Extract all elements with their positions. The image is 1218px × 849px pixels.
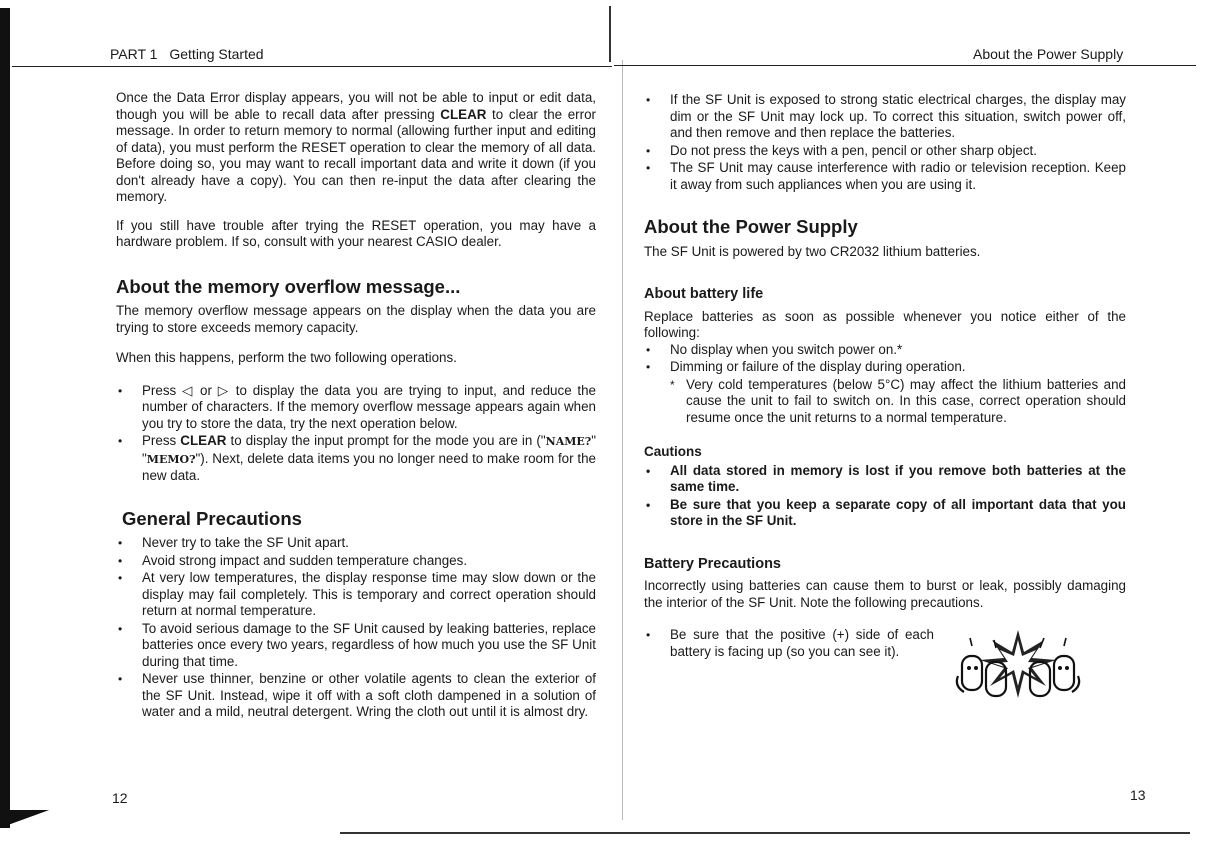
list-item: • If the SF Unit is exposed to strong static electrical charges, the display may dim or the SF Unit may lock up. To correct this situation, switch power off, and then remove and then replace the batteries. — [644, 92, 1126, 142]
intro-paragraph-2: If you still have trouble after trying the RESET operation, you may have a hardware problem. If so, consult with your nearest CASIO dealer. — [116, 217, 596, 249]
header-rule-left — [12, 66, 612, 67]
cautions-heading: Cautions — [644, 444, 702, 459]
battery-precautions-list — [644, 627, 934, 660]
overflow-paragraph-1: The memory overflow message appears on the display when the data you are trying to store exceeds memory capacity. — [116, 303, 596, 335]
list-item: • Do not press the keys with a pen, pencil or other sharp object. — [644, 143, 1126, 160]
left-column — [116, 90, 596, 722]
left-running-header — [110, 46, 264, 62]
battery-life-list — [644, 342, 1126, 427]
list-item: • Be sure that the positive (+) side of each battery is facing up (so you can see it). — [644, 627, 934, 660]
battery-precautions-heading: Battery Precautions — [644, 555, 781, 572]
list-item: • Dimming or failure of the display during operation. — [644, 359, 1126, 376]
overflow-operations-list — [116, 383, 596, 485]
list-item: • Press ◁ or ▷ to display the data you are trying to input, and reduce the number of characters. If the memory overflow message appears again when you try to store the data, try the next operation below. — [116, 383, 596, 433]
power-supply-heading: About the Power Supply — [644, 216, 858, 237]
memo-prompt: MEMO? — [146, 452, 196, 466]
list-item: • At very low temperatures, the display response time may slow down or the display may fail completely. This is temporary and correct operation should return at normal temperature. — [116, 570, 596, 620]
precautions-continued-list — [644, 92, 1126, 193]
right-column — [644, 92, 1126, 661]
list-item: • All data stored in memory is lost if you remove both batteries at the same time. — [644, 463, 1126, 496]
cautions-list — [644, 463, 1126, 530]
general-precautions-heading: General Precautions — [122, 507, 302, 529]
battery-life-intro: Replace batteries as soon as possible whenever you notice either of the following: — [644, 308, 1126, 340]
name-prompt: NAME? — [545, 435, 592, 448]
chapter-title: Getting Started — [169, 46, 264, 62]
overflow-paragraph-2: When this happens, perform the two following operations. — [116, 350, 457, 365]
part-label: PART 1 — [110, 46, 158, 62]
overflow-heading: About the memory overflow message... — [116, 275, 461, 297]
footnote: * Very cold temperatures (below 5°C) may affect the lithium batteries and cause the unit to fail to switch on. In this case, correct operation should resume once the unit returns to a normal temperature. — [644, 377, 1126, 427]
list-item: • No display when you switch power on.* — [644, 342, 1126, 359]
power-supply-text: The SF Unit is powered by two CR2032 lithium batteries. — [644, 243, 981, 259]
list-item: • To avoid serious damage to the SF Unit caused by leaking batteries, replace batteries once every two years, regardless of how much you use the SF Unit during that time. — [116, 621, 596, 671]
right-page-number: 13 — [1130, 787, 1146, 803]
battery-precautions-text: Incorrectly using batteries can cause them to burst or leak, possibly damaging the interior of the SF Unit. Note the following precautions. — [644, 578, 1126, 610]
intro-paragraph-1: Once the Data Error display appears, you will not be able to input or edit data, though you will be able to recall data after pressing CLEAR to clear the error message. In order to return memory to normal (allowing further input and editing of data), you must perform the RESET operation to clear the memory of all data. Before doing so, you may want to recall important data and write it down (if you don't already have a copy). You can then re-input the data after clearing the memory. — [116, 90, 596, 204]
right-arrow-icon: ▷ — [217, 382, 231, 398]
clear-key: CLEAR — [440, 106, 487, 122]
clear-key: CLEAR — [180, 433, 227, 448]
binding-corner — [0, 810, 50, 836]
battery-burst-illustration — [952, 626, 1084, 706]
general-precautions-list — [116, 535, 596, 721]
left-arrow-icon: ◁ — [181, 382, 195, 398]
list-item: • Never try to take the SF Unit apart. — [116, 535, 596, 552]
header-rule-right — [614, 65, 1196, 66]
list-item: • Press CLEAR to display the input prompt for the mode you are in ("NAME?" "MEMO?"). Next, delete data items you no longer need to make room for the new data. — [116, 433, 596, 485]
binding-edge — [0, 8, 10, 828]
page-gutter — [622, 60, 623, 820]
left-page-number: 12 — [112, 790, 128, 806]
battery-life-heading: About battery life — [644, 286, 764, 302]
right-running-header: About the Power Supply — [973, 46, 1124, 62]
list-item: • Be sure that you keep a separate copy of all important data that you store in the SF Unit. — [644, 497, 1126, 530]
footer-rule — [340, 832, 1190, 834]
list-item: • Avoid strong impact and sudden temperature changes. — [116, 553, 596, 570]
list-item: • Never use thinner, benzine or other volatile agents to clean the exterior of the SF Unit. Instead, wipe it off with a soft cloth dampened in a solution of water and a mild, neutral detergent. Wring the cloth out until it is almost dry. — [116, 671, 596, 721]
gutter-mark — [609, 6, 611, 62]
list-item: • The SF Unit may cause interference with radio or television reception. Keep it away from such appliances when you are using it. — [644, 160, 1126, 193]
